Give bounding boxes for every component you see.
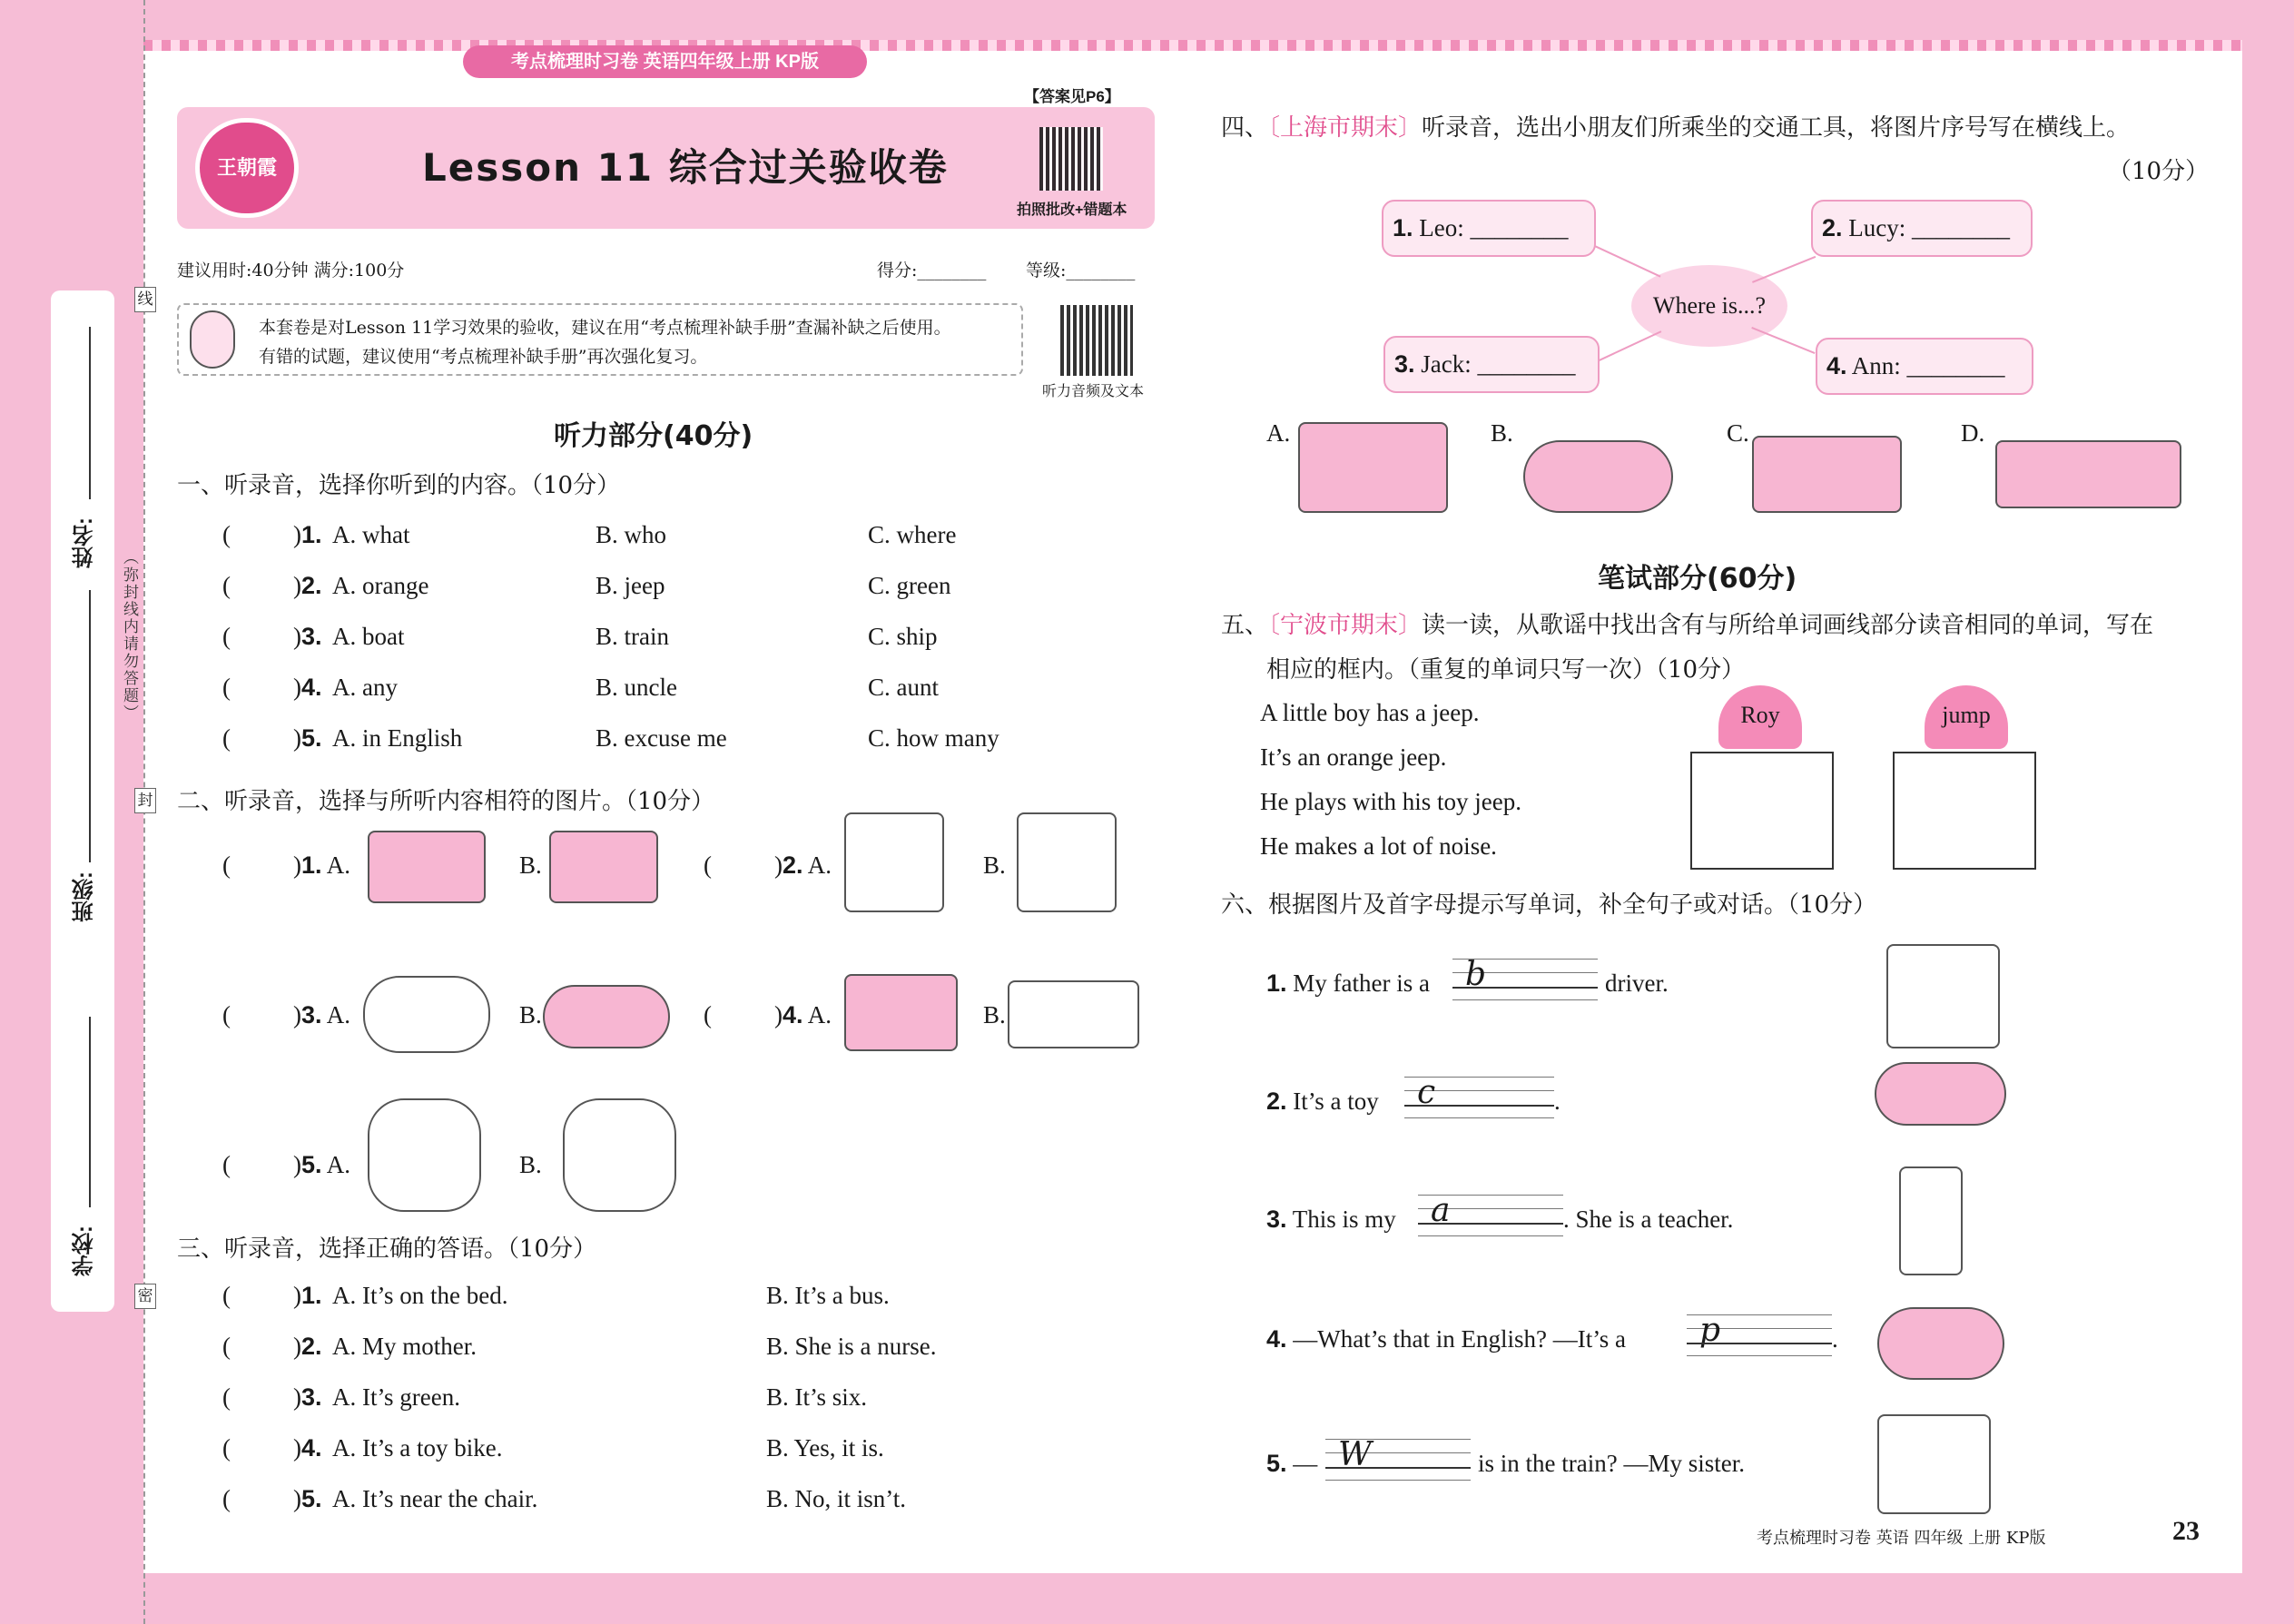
hint-letter: b xyxy=(1465,956,1487,993)
answer-paren[interactable]: ( xyxy=(222,1383,231,1411)
section-6-title: 六、根据图片及首字母提示写单词，补全句子或对话。（10分） xyxy=(1221,891,1877,919)
answer-reference: 【答案见P6】 xyxy=(1024,88,1120,105)
poem-line: He makes a lot of noise. xyxy=(1260,832,1497,860)
option-b: B. Yes, it is. xyxy=(766,1434,884,1462)
writing-title: 笔试部分(60分) xyxy=(1598,563,1797,595)
answer-box-roy[interactable] xyxy=(1690,752,1834,870)
page-number: 23 xyxy=(2172,1516,2200,1546)
girl-face-icon xyxy=(563,1098,676,1212)
train-window-icon xyxy=(1877,1414,1991,1514)
answer-paren[interactable]: ( xyxy=(222,623,231,650)
grade-field[interactable]: 等级:________ xyxy=(1026,261,1136,281)
ship-icon xyxy=(1008,980,1139,1048)
name-label: 姓名: xyxy=(73,517,97,568)
jeep-car-icon xyxy=(1752,436,1902,513)
bike-icon xyxy=(363,976,490,1053)
qr-caption: 拍照批改+错题本 xyxy=(1017,202,1127,218)
answer-paren[interactable]: ( xyxy=(222,521,231,548)
hint-letter: a xyxy=(1431,1192,1451,1229)
plane-icon xyxy=(543,985,670,1048)
seal-line xyxy=(137,0,153,1624)
answer-paren[interactable]: ( xyxy=(222,572,231,599)
question-row: ( )2. xyxy=(222,1333,322,1360)
teacher-icon xyxy=(1899,1166,1963,1275)
poem-line: He plays with his toy jeep. xyxy=(1260,788,1521,815)
train-icon xyxy=(1298,422,1448,513)
option-b: B. It’s a bus. xyxy=(766,1282,890,1309)
section-1-title: 一、听录音，选择你听到的内容。（10分） xyxy=(177,472,621,499)
question-row: ( )3. xyxy=(222,1383,322,1411)
answer-box-jump[interactable] xyxy=(1893,752,2036,870)
sentence-end: . xyxy=(1832,1325,1838,1353)
question-row: ( )1. xyxy=(222,521,322,548)
question-row: ( )1. xyxy=(222,1282,322,1309)
option-a: A. boat xyxy=(332,623,405,650)
option-a: A. It’s green. xyxy=(332,1383,460,1411)
bus-icon xyxy=(1995,440,2181,508)
section-2-title: 二、听录音，选择与所听内容相符的图片。（10分） xyxy=(177,788,715,815)
answer-paren[interactable]: ( xyxy=(222,1282,231,1309)
hint-letter: c xyxy=(1417,1074,1436,1111)
section-5-title-cont: 相应的框内。（重复的单词只写一次）（10分） xyxy=(1266,656,1746,684)
option-b: B. excuse me xyxy=(596,724,727,752)
answer-paren[interactable]: ( xyxy=(222,1434,231,1462)
school-label: 学校: xyxy=(73,1225,97,1276)
sentence-start: 3. This is my xyxy=(1266,1206,1396,1233)
option-a: A. My mother. xyxy=(332,1333,477,1360)
seal-note: （弥封线内请勿答题） xyxy=(120,549,138,722)
name-bubble-jack[interactable]: 3. Jack: ________ xyxy=(1383,336,1600,393)
car-under-table-icon xyxy=(1017,812,1117,912)
sentence-start: 2. It’s a toy xyxy=(1266,1088,1379,1115)
name-bubble-ann[interactable]: 4. Ann: ________ xyxy=(1816,338,2033,395)
option-b: B. No, it isn’t. xyxy=(766,1485,907,1512)
answer-paren[interactable]: ( xyxy=(222,674,231,701)
sentence-start: 4. —What’s that in English? —It’s a xyxy=(1266,1325,1626,1353)
hint-letter: p xyxy=(1699,1312,1721,1349)
option-a: A. It’s a toy bike. xyxy=(332,1434,503,1462)
poem-line: A little boy has a jeep. xyxy=(1260,699,1480,726)
student-info-sidebar xyxy=(51,290,114,1312)
car-icon xyxy=(1523,440,1673,513)
car-on-table-icon xyxy=(844,812,944,912)
section-4-title: 四、〔上海市期末〕听录音，选出小朋友们所乘坐的交通工具，将图片序号写在横线上。 xyxy=(1221,114,2131,142)
option-a: A. It’s on the bed. xyxy=(332,1282,508,1309)
name-bubble-lucy[interactable]: 2. Lucy: ________ xyxy=(1811,200,2033,257)
audio-qr-caption: 听力音频及文本 xyxy=(1042,382,1145,399)
top-border xyxy=(143,40,2242,51)
option-b: B. It’s six. xyxy=(766,1383,868,1411)
hint-letter: W xyxy=(1338,1436,1373,1473)
sentence-end: is in the train? —My sister. xyxy=(1478,1450,1745,1477)
option-b: B. jeep xyxy=(596,572,665,599)
listening-title: 听力部分(40分) xyxy=(554,420,753,452)
footer-text: 考点梳理时习卷 英语 四年级 上册 KP版 xyxy=(1757,1529,2046,1548)
girl-icon xyxy=(190,310,235,369)
where-is-bubble: Where is...? xyxy=(1631,265,1787,347)
question-row: ( )4. xyxy=(222,674,322,701)
answer-paren[interactable]: ( xyxy=(222,724,231,752)
option-b: B. uncle xyxy=(596,674,677,701)
section-3-title: 三、听录音，选择正确的答语。（10分） xyxy=(177,1235,597,1263)
question-row: ( )4. xyxy=(222,1434,322,1462)
four-line-blank[interactable] xyxy=(1325,1436,1471,1481)
publisher-logo: 王朝霞 xyxy=(195,118,299,218)
option-a: A. in English xyxy=(332,724,463,752)
series-tab: 考点梳理时习卷 英语四年级上册 KP版 xyxy=(463,45,867,78)
time-info: 建议用时:40分钟 满分:100分 xyxy=(177,261,405,281)
poem-line: It’s an orange jeep. xyxy=(1260,743,1447,771)
option-c: C. how many xyxy=(868,724,999,752)
plane-drawing-icon xyxy=(1877,1307,2004,1380)
note-line-1: 本套卷是对Lesson 11学习效果的验收，建议在用“考点梳理补缺手册”查漏补缺之后使用。 xyxy=(259,318,951,338)
answer-paren[interactable]: ( xyxy=(222,1485,231,1512)
qr-code-icon[interactable] xyxy=(1039,127,1103,191)
note-line-2: 有错的试题，建议使用“考点梳理补缺手册”再次强化复习。 xyxy=(259,347,708,367)
option-a: A. any xyxy=(332,674,398,701)
four-line-blank[interactable] xyxy=(1452,956,1598,1000)
page-title: Lesson 11 综合过关验收卷 xyxy=(422,145,949,190)
four-line-blank[interactable] xyxy=(1404,1074,1554,1118)
option-c: C. where xyxy=(868,521,957,548)
toy-car-icon xyxy=(1875,1062,2006,1126)
score-field[interactable]: 得分:________ xyxy=(877,261,987,281)
audio-qr-icon[interactable] xyxy=(1060,305,1133,376)
seal-mark: 密 xyxy=(134,1284,156,1309)
class-label: 班级: xyxy=(73,871,97,922)
heart-jump: jump xyxy=(1925,685,2008,749)
toy-train-icon xyxy=(368,831,486,903)
sentence-end: . xyxy=(1554,1088,1561,1115)
four-line-blank[interactable] xyxy=(1418,1192,1563,1236)
boy-face-icon xyxy=(368,1098,481,1212)
jeep-icon xyxy=(844,974,958,1051)
question-row: ( )5. xyxy=(222,724,322,752)
question-row: ( )3. xyxy=(222,623,322,650)
note-box xyxy=(177,303,1023,376)
option-b: B. She is a nurse. xyxy=(766,1333,937,1360)
sentence-start: 5. — xyxy=(1266,1450,1318,1477)
option-c: C. ship xyxy=(868,623,938,650)
sentence-end: driver. xyxy=(1605,969,1669,997)
option-a: A. what xyxy=(332,521,410,548)
section-5-title: 五、〔宁波市期末〕读一读，从歌谣中找出含有与所给单词画线部分读音相同的单词，写在 xyxy=(1221,612,2154,639)
region-tag: 〔上海市期末〕 xyxy=(1268,114,1423,142)
sentence-start: 1. My father is a xyxy=(1266,969,1430,997)
name-bubble-leo[interactable]: 1. Leo: ________ xyxy=(1382,200,1596,257)
toy-bus-icon xyxy=(549,831,658,903)
question-row: ( )5. xyxy=(222,1485,322,1512)
section-4-score: （10分） xyxy=(2108,158,2210,185)
bus-driver-icon xyxy=(1886,944,2000,1048)
option-b: B. train xyxy=(596,623,669,650)
option-a: A. orange xyxy=(332,572,429,599)
region-tag: 〔宁波市期末〕 xyxy=(1268,612,1423,639)
sentence-end: . She is a teacher. xyxy=(1563,1206,1734,1233)
answer-paren[interactable]: ( xyxy=(222,1333,231,1360)
option-b: B. who xyxy=(596,521,667,548)
option-c: C. aunt xyxy=(868,674,939,701)
title-banner xyxy=(177,107,1155,229)
seal-mark: 封 xyxy=(134,788,156,813)
seal-mark: 线 xyxy=(134,287,156,312)
four-line-blank[interactable] xyxy=(1687,1314,1832,1356)
option-c: C. green xyxy=(868,572,951,599)
heart-roy: Roy xyxy=(1718,685,1802,749)
option-a: A. It’s near the chair. xyxy=(332,1485,538,1512)
question-row: ( )2. xyxy=(222,572,322,599)
